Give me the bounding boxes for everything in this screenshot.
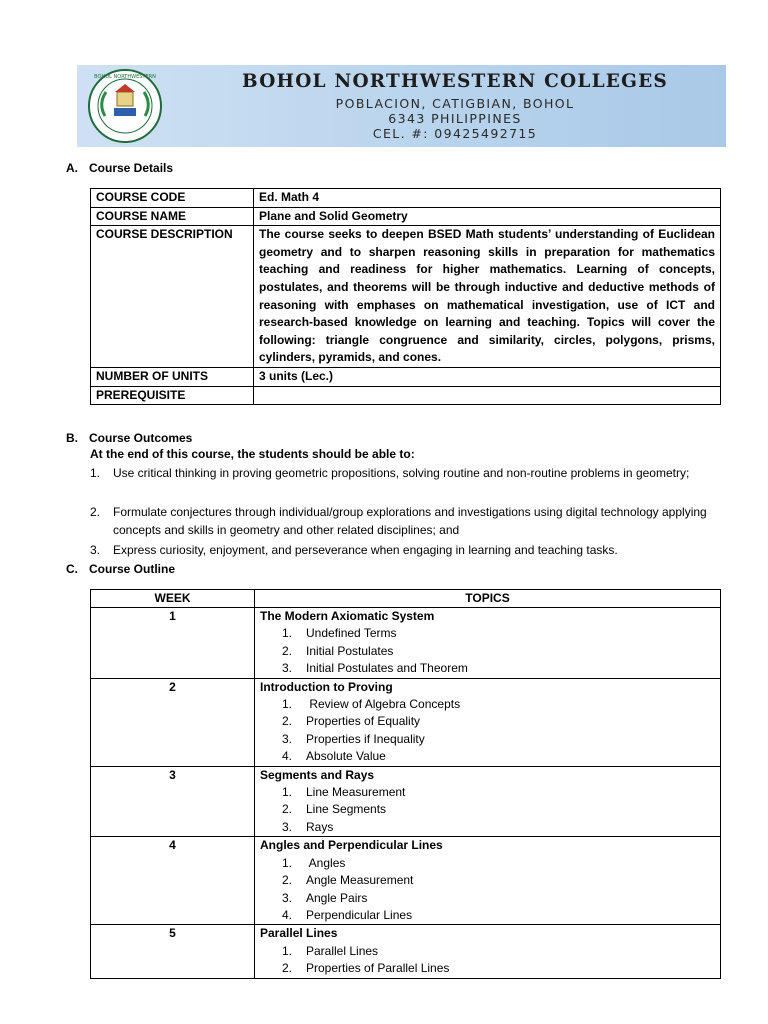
- week-number: 4: [91, 837, 255, 925]
- course-details-table: [90, 188, 721, 405]
- week-number: 5: [91, 925, 255, 978]
- college-seal-icon: [84, 68, 166, 144]
- course-outline-table: [90, 589, 721, 979]
- list-item: 1. Parallel Lines: [282, 943, 379, 958]
- table-row: [91, 189, 721, 208]
- list-item: 1. Undefined Terms: [282, 626, 397, 641]
- week-topics: [255, 608, 721, 679]
- table-row: [91, 925, 721, 978]
- list-item: 1. Review of Algebra Concepts: [282, 697, 461, 712]
- outcome-item-2: 2. Formulate conjectures through individual/group explorations and investigations using digital technology applying concepts and skills in geometry and other related disciplines; and: [90, 505, 707, 537]
- week-topics: [255, 925, 721, 978]
- topic-title: The Modern Axiomatic System: [260, 609, 435, 623]
- prerequisite-label: PREREQUISITE: [91, 386, 254, 405]
- section-a-heading: A. Course Details: [66, 161, 174, 175]
- list-item: 2. Properties of Parallel Lines: [282, 961, 450, 976]
- week-topics: [255, 837, 721, 925]
- list-item: 1. Angles: [282, 855, 346, 870]
- table-row: [91, 766, 721, 837]
- list-item: 3. Angle Pairs: [282, 890, 368, 905]
- week-topics: [255, 766, 721, 837]
- table-row: [91, 837, 721, 925]
- course-code-label: COURSE CODE: [91, 189, 254, 208]
- list-item: 2. Line Segments: [282, 802, 387, 817]
- table-row: [91, 608, 721, 679]
- table-row: [91, 367, 721, 386]
- list-item: 3. Rays: [282, 819, 334, 834]
- week-topics: [255, 678, 721, 766]
- outcomes-intro: At the end of this course, the students should be able to:: [90, 447, 415, 461]
- week-number: 3: [91, 766, 255, 837]
- school-address: POBLACION, CATIGBIAN, BOHOL: [335, 96, 575, 111]
- week-number: 2: [91, 678, 255, 766]
- course-description-label: COURSE DESCRIPTION: [91, 226, 254, 368]
- topic-title: Segments and Rays: [260, 767, 375, 782]
- week-column-header: WEEK: [91, 590, 255, 608]
- section-b-heading: B. Course Outcomes: [66, 431, 193, 445]
- topics-column-header: TOPICS: [255, 590, 721, 608]
- svg-text:BOHOL NORTHWESTERN: BOHOL NORTHWESTERN: [94, 74, 156, 80]
- table-row: [91, 386, 721, 405]
- list-item: 4. Absolute Value: [282, 749, 386, 764]
- list-item: 4. Perpendicular Lines: [282, 907, 413, 922]
- list-item: 1. Line Measurement: [282, 785, 406, 800]
- list-item: 3. Properties if Inequality: [282, 731, 425, 746]
- topic-title: Introduction to Proving: [260, 679, 393, 694]
- list-item: 2. Initial Postulates: [282, 643, 394, 658]
- school-postal: 6343 PHILIPPINES: [388, 111, 522, 126]
- number-of-units-label: NUMBER OF UNITS: [91, 367, 254, 386]
- outcome-item-1: 1. Use critical thinking in proving geometric propositions, solving routine and non-routine problems in geometry;: [90, 466, 690, 480]
- outcome-item-3: 3. Express curiosity, enjoyment, and perseverance when engaging in learning and teaching tasks.: [90, 543, 618, 557]
- table-row: [91, 678, 721, 766]
- course-description-value: The course seeks to deepen BSED Math students’ understanding of Euclidean geometry and to sharpen reasoning skills in preparation for mathematics teaching and readiness for higher mathematics. Learning of concepts, postulates, and theorems will be through inductive and deductive methods of reasoning with emphases on mathematical investigation, use of ICT and research-based knowledge on learning and teaching. Topics will cover the following: triangle congruence and similarity, circles, polygons, prisms, cylinders, pyramids, and cones.: [254, 226, 721, 368]
- topic-title: Parallel Lines: [260, 926, 338, 941]
- school-phone: CEL. #: 09425492715: [372, 126, 538, 141]
- prerequisite-value: [254, 386, 721, 405]
- course-code-value: Ed. Math 4: [254, 189, 721, 208]
- list-item: 2. Properties of Equality: [282, 714, 421, 729]
- table-row: [91, 226, 721, 368]
- list-item: 2. Angle Measurement: [282, 873, 414, 888]
- course-name-value: Plane and Solid Geometry: [254, 207, 721, 226]
- table-row: [91, 207, 721, 226]
- list-item: 3. Initial Postulates and Theorem: [282, 661, 468, 676]
- table-header-row: [91, 590, 721, 608]
- section-c-heading: C. Course Outline: [66, 562, 176, 576]
- course-name-label: COURSE NAME: [91, 207, 254, 226]
- number-of-units-value: 3 units (Lec.): [254, 367, 721, 386]
- header-banner: [77, 65, 726, 147]
- topic-title: Angles and Perpendicular Lines: [260, 838, 443, 853]
- week-number: 1: [91, 608, 255, 679]
- school-name: BOHOL NORTHWESTERN COLLEGES: [242, 71, 668, 92]
